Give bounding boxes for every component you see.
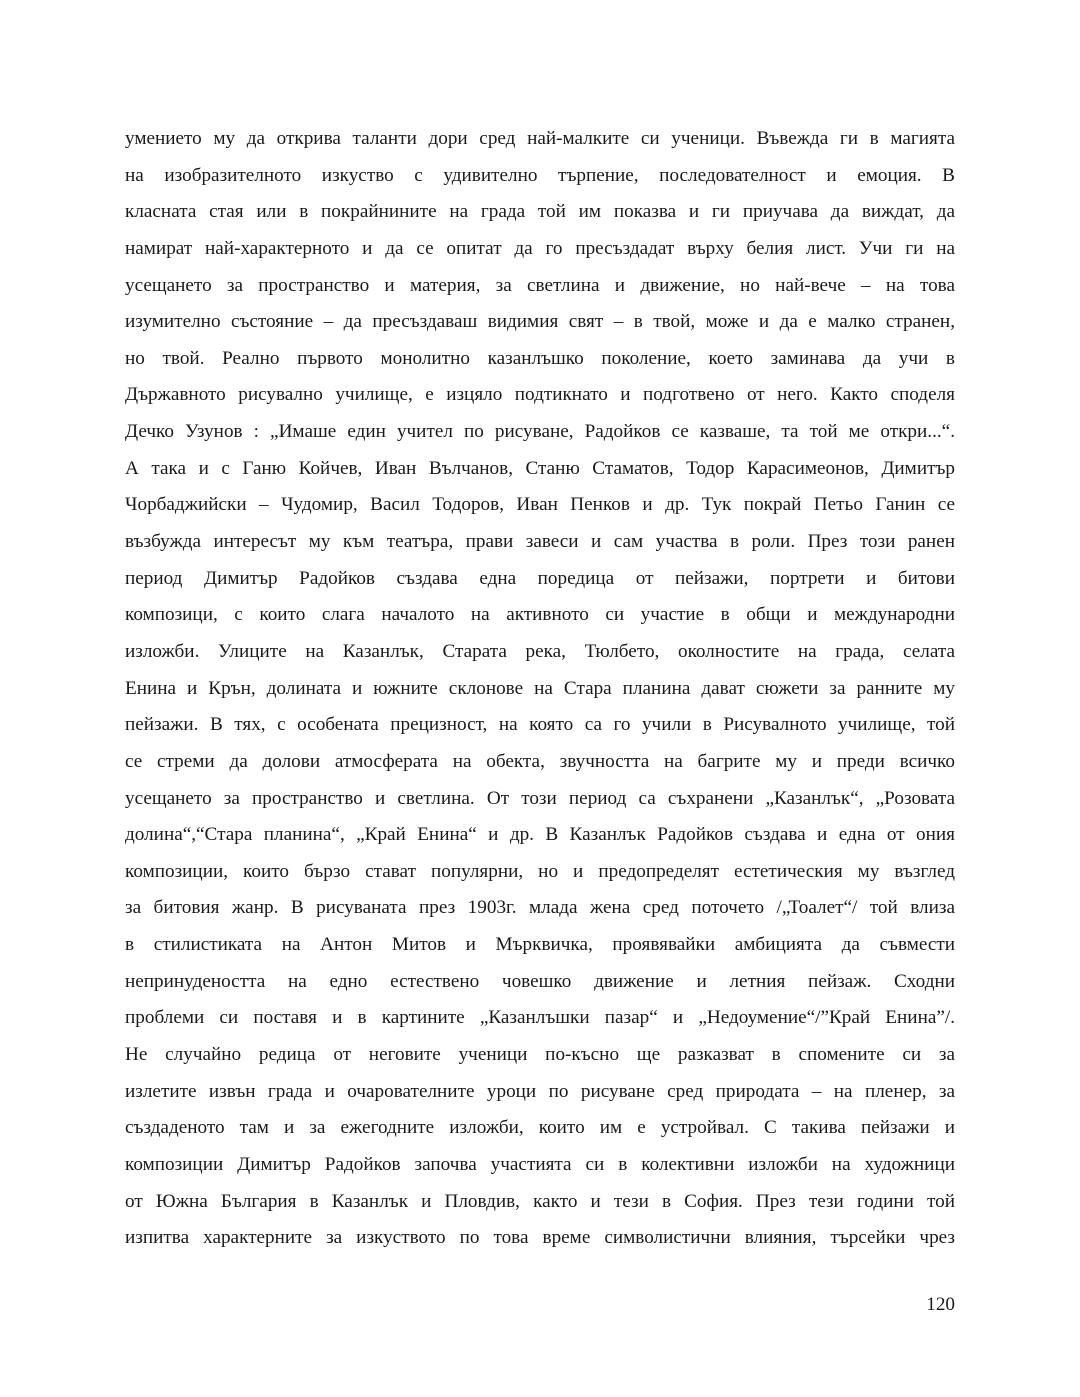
text-line: период Димитър Радойков създава една поредица от пейзажи, портрети и битови — [125, 567, 955, 589]
text-line: композици, с които слага началото на активното си участие в общи и международни — [125, 604, 955, 626]
text-line: от Южна България в Казанлък и Пловдив, както и тези в София. През тези години той — [125, 1190, 955, 1212]
text-line: долина“,“Стара планина“, „Край Енина“ и др. В Казанлък Радойков създава и една от ония — [125, 824, 955, 846]
text-line: Държавното рисувално училище, е изцяло подтикнато и подготвено от него. Както споделя — [125, 384, 955, 406]
text-line: изпитва характерните за изкуството по това време символистични влияния, търсейки чрез — [125, 1227, 955, 1249]
text-line: усещането за пространство и материя, за светлина и движение, но най-вече – на това — [125, 274, 955, 296]
text-line: композиции Димитър Радойков започва участията си в колективни изложби на художници — [125, 1153, 955, 1175]
text-line: намират най-характерното и да се опитат да го пресъздадат върху белия лист. Учи ги на — [125, 237, 955, 259]
text-line: Дечко Узунов : „Имаше един учител по рисуване, Радойков се казваше, та той ме откри...“. — [125, 421, 955, 443]
text-line: Не случайно редица от неговите ученици по-късно ще разказват в спомените си за — [125, 1044, 955, 1066]
text-line: пейзажи. В тях, с особената прецизност, на която са го учили в Рисувалното училище, той — [125, 714, 955, 736]
text-line: изумително състояние – да пресъздаваш видимия свят – в твой, може и да е малко странен, — [125, 311, 955, 333]
text-line: създаденото там и за ежегодните изложби, които им е устройвал. С такива пейзажи и — [125, 1117, 955, 1139]
text-line: усещането за пространство и светлина. От този период са съхранени „Казанлък“, „Розовата — [125, 787, 955, 809]
page-number: 120 — [926, 1294, 955, 1315]
text-line: изложби. Улиците на Казанлък, Старата река, Тюлбето, околностите на града, селата — [125, 640, 955, 662]
text-line: на изобразителното изкуство с удивително търпение, последователност и емоция. В — [125, 164, 955, 186]
text-line: за битовия жанр. В рисуваната през 1903г. млада жена сред поточето /„Тоалет“/ той влиза — [125, 897, 955, 919]
body-paragraph — [125, 121, 955, 1257]
text-line: класната стая или в покрайнините на града той им показва и ги приучава да виждат, да — [125, 201, 955, 223]
text-line: проблеми си поставя и в картините „Казанлъшки пазар“ и „Недоумение“/”Край Енина”/. — [125, 1007, 955, 1029]
text-line: възбужда интересът му към театъра, прави завеси и сам участва в роли. През този ранен — [125, 531, 955, 553]
text-line: непринудеността на едно естествено човешко движение и летния пейзаж. Сходни — [125, 970, 955, 992]
text-line: се стреми да долови атмосферата на обекта, звучността на багрите му и преди всичко — [125, 750, 955, 772]
text-line: А така и с Ганю Койчев, Иван Вълчанов, Станю Стаматов, Тодор Карасимеонов, Димитър — [125, 457, 955, 479]
text-line: Чорбаджийски – Чудомир, Васил Тодоров, Иван Пенков и др. Тук покрай Петьо Ганин се — [125, 494, 955, 516]
text-line: умението му да открива таланти дори сред най-малките си ученици. Въвежда ги в магията — [125, 128, 955, 149]
text-line: но твой. Реално първото монолитно казанлъшко поколение, което заминава да учи в — [125, 347, 955, 369]
text-line: в стилистиката на Антон Митов и Мърквичка, проявявайки амбицията да съвмести — [125, 934, 955, 956]
text-line: излетите извън града и очарователните уроци по рисуване сред природата – на пленер, за — [125, 1080, 955, 1102]
text-line: Енина и Крън, долината и южните склонове на Стара планина дават сюжети за ранните му — [125, 677, 955, 699]
text-line: композиции, които бързо стават популярни, но и предопределят естетическия му възглед — [125, 860, 955, 882]
